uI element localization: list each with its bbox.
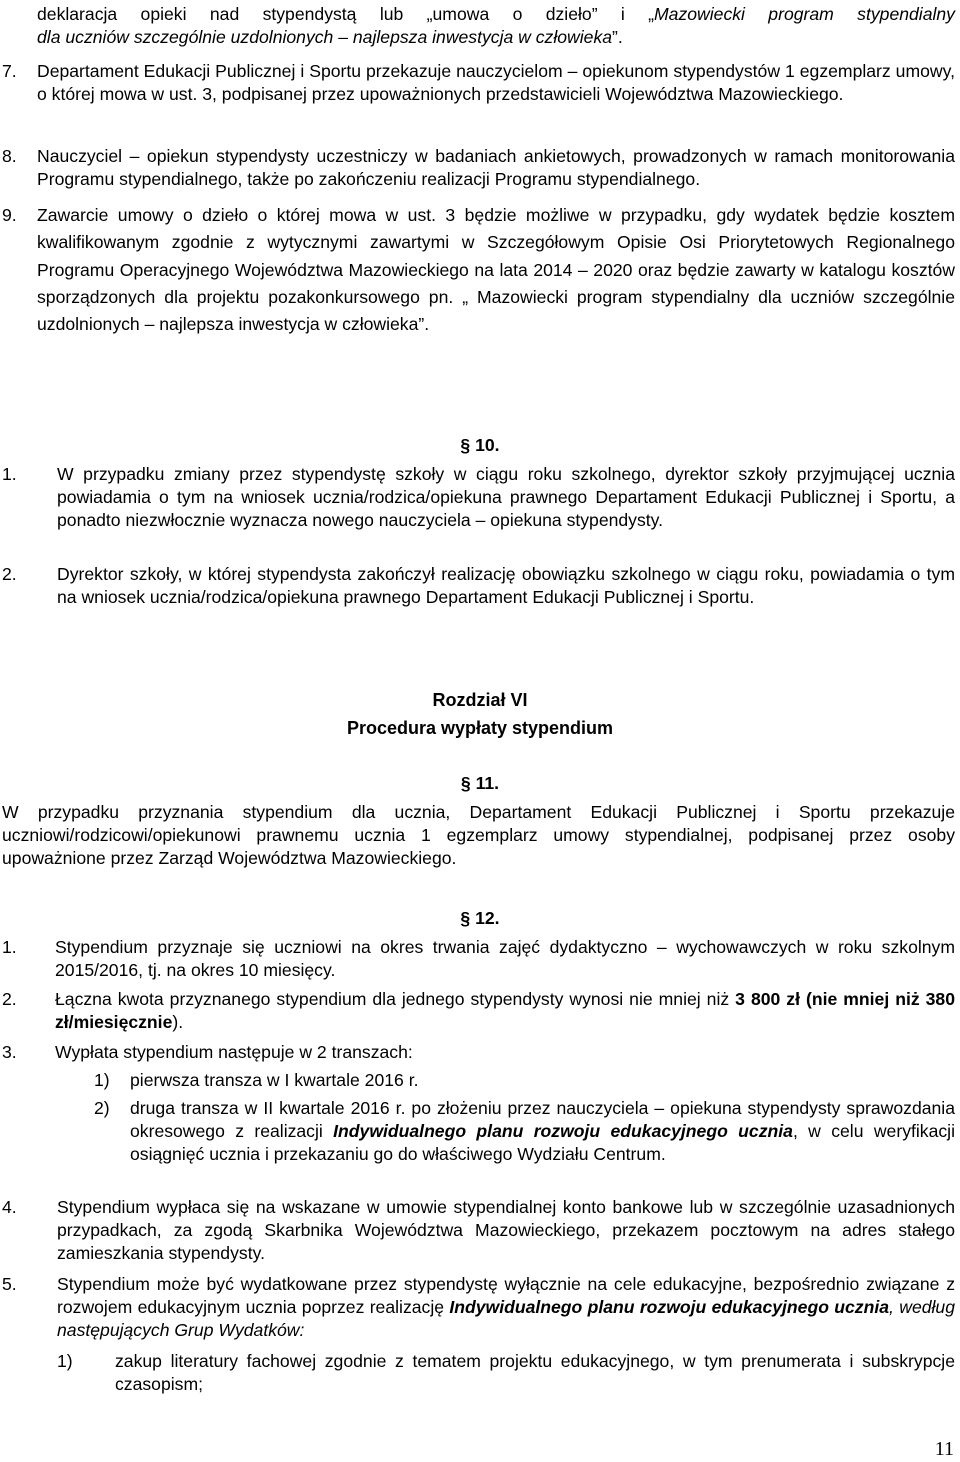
item-number: 4.	[2, 1197, 17, 1217]
item-number: 1.	[2, 937, 17, 957]
paragraph-text: Stypendium przyznaje się uczniowi na okres trwania zajęć dydaktyczno – wychowawczych w roku szkolnym 2015/2016, tj. na okres 10 miesięcy.	[55, 937, 955, 980]
intro-text: deklaracja opieki nad stypendystą lub „umowa o dzieło” i „	[37, 4, 655, 24]
chapter-subtitle: Procedura wypłaty stypendium	[346, 718, 614, 738]
section-12-item-3-sub-1	[94, 1069, 955, 1092]
text-part: druga transza w II kwartale 2016 r. po złożeniu przez nauczyciela – opiekuna stypendysty sprawozdania okresowego z realizacji	[130, 1098, 955, 1141]
paragraph-8	[2, 145, 955, 191]
text-part: ).	[172, 1012, 184, 1032]
section-10-item-1	[2, 463, 955, 532]
section-heading-10: § 10.	[460, 435, 500, 455]
paragraph-text: Departament Edukacji Publicznej i Sportu przekazuje nauczycielom – opiekunom stypendystów 1 egzemplarz umowy, o której mowa w ust. 3, podpisanej przez upoważnionych przedstawicieli Województwa Mazowieckiego.	[37, 61, 955, 104]
page-number: 11	[934, 1438, 954, 1460]
paragraph-text: W przypadku zmiany przez stypendystę szkoły w ciągu roku szkolnego, dyrektor szkoły przyjmującej ucznia powiadamia o tym na wniosek ucznia/rodzica/opiekuna prawnego Departament Edukacji Publicznej i Sportu, a ponadto niezwłocznie wyznacza nowego nauczyciela – opiekuna stypendysty.	[57, 464, 955, 530]
section-12-item-3	[2, 1041, 955, 1064]
intro-line-1	[37, 3, 955, 26]
intro-post: ”.	[612, 27, 623, 47]
section-12-item-5-sub-1	[57, 1350, 955, 1396]
paragraph-text: Zawarcie umowy o dzieło o której mowa w ust. 3 będzie możliwe w przypadku, gdy wydatek będzie kosztem kwalifikowanym zgodnie z wytycznymi zawartymi w Szczegółowym Opisie Osi Priorytetowych Regionalnego Programu Operacyjnego Województwa Mazowieckiego na lata 2014 – 2020 oraz będzie zawarty w katalogu kosztów sporządzonych dla projektu pozakonkursowego pn. „ Mazowiecki program stypendialny dla uczniów szczególnie uzdolnionych – najlepsza inwestycja w człowieka”.	[37, 205, 955, 335]
item-number: 3.	[2, 1042, 17, 1062]
text-part: Łączna kwota przyznanego stypendium dla jednego stypendysty wynosi nie mniej niż	[55, 989, 736, 1009]
item-number: 9.	[2, 205, 17, 225]
amount-bold: 3 800 zł	[735, 989, 800, 1009]
section-heading-11: § 11.	[460, 773, 500, 793]
item-number: 2.	[2, 564, 17, 584]
intro-italic-1: Mazowiecki program stypendialny	[654, 4, 955, 24]
paragraph-text: pierwsza transza w I kwartale 2016 r.	[130, 1070, 419, 1090]
chapter-title: Rozdział VI	[432, 690, 528, 710]
section-heading-12: § 12.	[460, 908, 500, 928]
paragraph-text: Wypłata stypendium następuje w 2 transzach:	[55, 1042, 413, 1062]
intro-line-2	[37, 26, 955, 49]
section-12-item-2	[2, 988, 955, 1034]
item-number: 8.	[2, 146, 17, 166]
paragraph-text: zakup literatury fachowej zgodnie z tematem projektu edukacyjnego, w tym prenumerata i subskrypcje czasopism;	[115, 1351, 955, 1394]
intro-italic-2: dla uczniów szczególnie uzdolnionych – najlepsza inwestycja w człowieka	[37, 27, 613, 47]
section-10-item-2	[2, 563, 955, 609]
text-part: Stypendium może być wydatkowane przez stypendystę wyłącznie na cele edukacyjne, bezpośrednio związane z rozwojem edukacyjnym ucznia poprzez realizację	[57, 1274, 955, 1317]
text-part-italic: , według następujących Grup Wydatków:	[57, 1297, 955, 1340]
subitem-number: 2)	[94, 1098, 110, 1118]
item-number: 5.	[2, 1274, 17, 1294]
text-part: , w celu weryfikacji osiągnięć ucznia i przekazaniu go do właściwego Wydziału Centrum.	[130, 1121, 955, 1164]
monthly-amount-bold: (nie mniej niż 380 zł/miesięcznie	[55, 989, 955, 1032]
paragraph-9	[2, 202, 955, 338]
paragraph-text: Stypendium wypłaca się na wskazane w umowie stypendialnej konto bankowe lub w szczególnie uzasadnionych przypadkach, za zgodą Skarbnika Województwa Mazowieckiego, przekazem pocztowym na adres stałego zamieszkania stypendysty.	[57, 1197, 955, 1263]
subitem-number: 1)	[94, 1070, 110, 1090]
section-12-item-4	[2, 1196, 955, 1265]
item-number: 7.	[2, 61, 17, 81]
paragraph-text	[55, 988, 955, 1034]
subitem-number: 1)	[57, 1351, 73, 1371]
paragraph-text	[130, 1097, 955, 1166]
item-number: 2.	[2, 989, 17, 1009]
section-11-text: W przypadku przyznania stypendium dla ucznia, Departament Edukacji Publicznej i Sportu przekazuje uczniowi/rodzicowi/opiekunowi prawnemu ucznia 1 egzemplarz umowy stypendialnej, podpisanej przez osoby upoważnione przez Zarząd Województwa Mazowieckiego.	[2, 802, 955, 868]
section-12-item-5	[2, 1273, 955, 1342]
paragraph-text: Nauczyciel – opiekun stypendysty uczestniczy w badaniach ankietowych, prowadzonych w ramach monitorowania Programu stypendialnego, także po zakończeniu realizacji Programu stypendialnego.	[37, 146, 955, 189]
plan-name-bold-italic: Indywidualnego planu rozwoju edukacyjnego ucznia	[333, 1121, 793, 1141]
section-12-item-3-sub-2	[94, 1097, 955, 1166]
plan-name-bold-italic: Indywidualnego planu rozwoju edukacyjnego ucznia	[449, 1297, 890, 1317]
paragraph-7	[2, 60, 955, 106]
paragraph-text: Dyrektor szkoły, w której stypendysta zakończył realizację obowiązku szkolnego w ciągu roku, powiadamia o tym na wniosek ucznia/rodzica/opiekuna prawnego Departament Edukacji Publicznej i Sportu.	[57, 564, 955, 607]
item-number: 1.	[2, 464, 17, 484]
paragraph-text	[57, 1273, 955, 1342]
section-12-item-1	[2, 936, 955, 982]
